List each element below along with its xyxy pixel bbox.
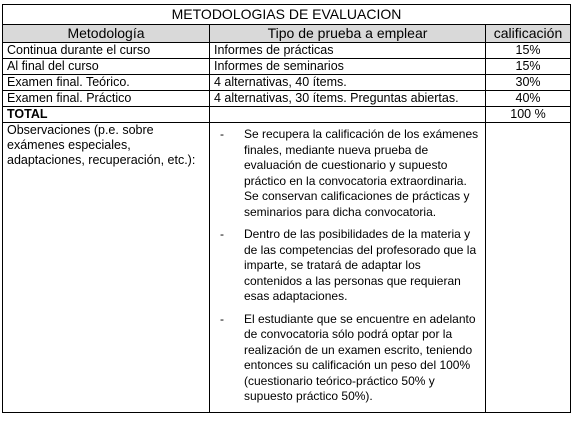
table-row <box>3 43 571 59</box>
note-text: Se recupera la calificación de los exámenes finales, mediante nueva prueba de evaluación de cuestionario y supuesto práctico en la convocatoria extraordinaria. Se conservan calificaciones de prácticas y seminarios para dicha convocatoria. <box>244 127 479 219</box>
note-text: Dentro de las posibilidades de la materia y de las competencias del profesorado que la imparte, se tratará de adaptar los contenidos a las personas que requieran esas adaptaciones. <box>244 227 477 303</box>
header-row <box>3 25 571 43</box>
table-row <box>3 59 571 75</box>
row-test-type: Informes de prácticas <box>210 43 486 59</box>
note-text: El estudiante que se encuentre en adelanto de convocatoria sólo podrá optar por la realización de un examen escrito, teniendo entonces su calificación un peso del 100% (cuestionario teórico-práctico 50% y supuesto práctico 50%). <box>244 311 476 403</box>
table-title: METODOLOGIAS DE EVALUACION <box>3 5 571 25</box>
row-grade: 15% <box>486 59 571 75</box>
header-grade: calificación <box>486 25 571 43</box>
bullet-dash: - <box>220 311 224 326</box>
list-item <box>220 127 481 220</box>
table-row <box>3 91 571 107</box>
row-test-type: 4 alternativas, 40 ítems. <box>210 75 486 91</box>
list-item <box>220 312 481 405</box>
row-grade: 40% <box>486 91 571 107</box>
total-grade: 100 % <box>486 107 571 123</box>
bullet-dash: - <box>220 227 224 241</box>
header-methodology: Metodología <box>3 25 210 43</box>
row-method: Examen final. Práctico <box>3 91 210 107</box>
bullet-dash: - <box>220 127 224 141</box>
table-title-row <box>3 5 571 25</box>
list-item <box>220 227 481 305</box>
row-grade: 30% <box>486 75 571 91</box>
row-test-type: 4 alternativas, 30 ítems. Preguntas abiertas. <box>210 91 486 107</box>
table-row <box>3 75 571 91</box>
observations-list <box>214 127 481 405</box>
row-method: Continua durante el curso <box>3 43 210 59</box>
total-label: TOTAL <box>3 107 210 123</box>
observations-empty-cell <box>486 123 571 413</box>
row-method: Al final del curso <box>3 59 210 75</box>
header-test-type: Tipo de prueba a emplear <box>210 25 486 43</box>
row-grade: 15% <box>486 43 571 59</box>
evaluation-methods-table <box>2 4 571 413</box>
row-test-type: Informes de seminarios <box>210 59 486 75</box>
observations-notes-cell <box>210 123 486 413</box>
total-row <box>3 107 571 123</box>
total-empty-cell <box>210 107 486 123</box>
observations-row <box>3 123 571 413</box>
observations-label: Observaciones (p.e. sobre exámenes especiales, adaptaciones, recuperación, etc.): <box>3 123 210 413</box>
row-method: Examen final. Teórico. <box>3 75 210 91</box>
